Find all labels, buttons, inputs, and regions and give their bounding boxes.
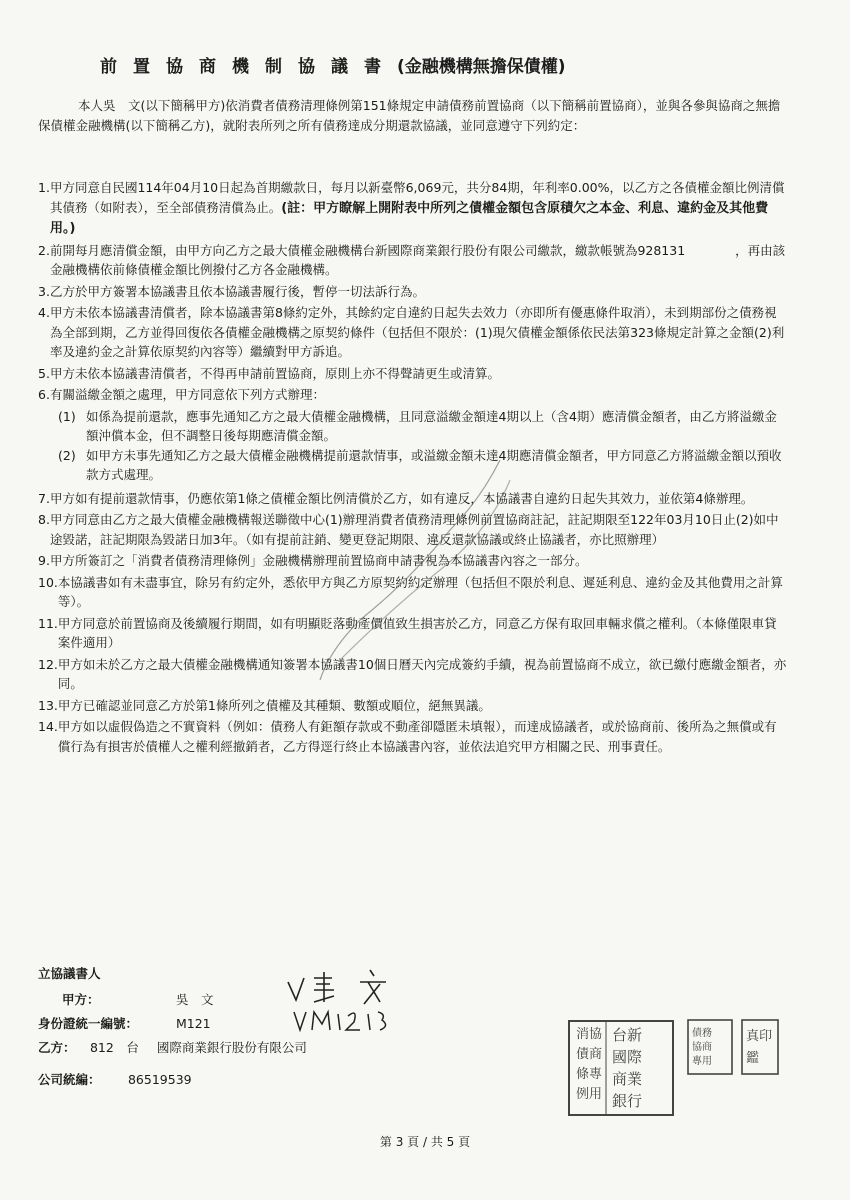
- title-main: 前置協商機制協議書: [100, 57, 397, 77]
- party-b-label: 乙方：: [38, 1040, 76, 1055]
- clause-4: [38, 303, 788, 362]
- clause-text: 前開每月應清償金額，由甲方向乙方之最大債權金融機構台新國際商業銀行股份有限公司繳款，繳款帳號為928131 ，再由該金融機構依前條債權金額比例撥付乙方各金融機構。: [49, 242, 786, 277]
- svg-text:例用: 例用: [576, 1087, 603, 1102]
- svg-text:債商: 債商: [576, 1047, 603, 1062]
- svg-text:鑑: 鑑: [746, 1051, 760, 1066]
- clause-number: 8.: [38, 512, 50, 527]
- bank-seal-stamp: [566, 1018, 676, 1118]
- diagonal-signature-stroke: [300, 440, 530, 690]
- company-id-label: 公司統編：: [38, 1072, 101, 1087]
- id-label: 身份證統一編號：: [38, 1016, 139, 1031]
- document-title: [100, 52, 800, 77]
- clause-text: 甲方如有提前還款情事，仍應依第1條之債權金額比例清償於乙方，如有違反，本協議書自違約日起失其效力，並依第4條辦理。: [49, 490, 754, 506]
- clause-number: 12.: [38, 656, 58, 672]
- svg-text:條專: 條專: [576, 1067, 603, 1082]
- clause-text: 甲方已確認並同意乙方於第1條所列之債權及其種類、數額或順位，絕無異議。: [57, 697, 491, 713]
- clause-text: 甲方如以虛假偽造之不實資料（例如：債務人有鉅額存款或不動產卻隱匿未填報），而達成協議者，或於協商前、後所為之無償或有償行為有損害於債權人之權利經撤銷者，乙方得逕行終止本協議書內容，並依法追究甲方相關之民、刑事責任。: [57, 719, 777, 754]
- clause-text: 甲方同意於前置協商及後續履行期間，如有明顯貶落動產價值致生損害於乙方，同意乙方保有取回車輛求償之權利。（本條僅限車貸案件適用）: [57, 615, 777, 650]
- clause-note: (註：甲方瞭解上開附表中所列之債權金額包含原積欠之本金、利息、違約金及其他費用。): [49, 200, 769, 236]
- svg-text:銀行: 銀行: [612, 1092, 643, 1110]
- signature-heading: 立協議書人: [38, 966, 101, 981]
- company-id-value: 86519539: [127, 1072, 192, 1087]
- clause-5: [38, 364, 788, 384]
- svg-text:債務: 債務: [692, 1028, 712, 1039]
- svg-text:國際: 國際: [612, 1048, 643, 1066]
- clause-number: 11.: [38, 615, 58, 631]
- clause-14: [38, 717, 788, 756]
- intro-paragraph: 本人吳 文(以下簡稱甲方)依消費者債務清理條例第151條規定申請債務前置協商（以下簡稱前置協商），並與各參與協商之無擔保債權金融機構(以下簡稱乙方)，就附表所列之所有債務達成分期還款協議，並同意遵守下列約定：: [38, 98, 781, 133]
- svg-text:專用: 專用: [692, 1056, 712, 1067]
- title-sub: (金融機構無擔保債權): [397, 57, 566, 77]
- clause-number: 10.: [38, 574, 58, 590]
- id-row: [38, 1014, 211, 1032]
- party-b-row: [38, 1038, 307, 1056]
- svg-text:真印: 真印: [746, 1029, 773, 1044]
- clause-13: [38, 696, 788, 716]
- clause-number: 5.: [38, 365, 50, 381]
- clause-1: [38, 178, 788, 239]
- clause-text: 本協議書如有未盡事宜，除另有約定外，悉依甲方與乙方原契約約定辦理（包括但不限於利息、遲延利息、違約金及其他費用之計算等）。: [57, 574, 783, 609]
- clause-number: 9.: [38, 553, 50, 568]
- party-a-row: [62, 990, 214, 1008]
- svg-text:台新: 台新: [612, 1026, 643, 1044]
- sub-clause-text: 如甲方未事先通知乙方之最大債權金融機構提前還款情事，或溢繳金額未達4期應清償金額者，甲方同意乙方將溢繳金額以預收款方式處理。: [86, 447, 782, 482]
- clause-2: [38, 241, 788, 280]
- clause-text: 甲方未依本協議書清償者，不得再申請前置協商，原則上亦不得聲請更生或清算。: [49, 365, 500, 381]
- clause-text: 有關溢繳金額之處理，甲方同意依下列方式辦理：: [49, 387, 325, 402]
- sub-clause-number: (2): [58, 447, 76, 463]
- clause-3: [38, 282, 788, 302]
- sub-clause-number: (1): [58, 408, 76, 424]
- company-id-row: [38, 1070, 192, 1088]
- small-seal-stamp: [686, 1018, 734, 1076]
- clause-number: 13.: [38, 697, 58, 713]
- clause-number: 14.: [38, 719, 58, 734]
- svg-text:商業: 商業: [612, 1070, 643, 1088]
- handwritten-id: [290, 1002, 410, 1038]
- seal-stamp-true-impression: [740, 1018, 780, 1076]
- clause-text: 甲方同意自民國114年04月10日起為首期繳款日，每月以新臺幣6,069元，共分84期，年利率0.00%，以乙方之各債權金額比例清償其債務（如附表），至全部債務清償為止。: [49, 180, 785, 215]
- clause-6: [38, 385, 788, 405]
- clause-text: 甲方所簽訂之「消費者債務清理條例」金融機構辦理前置協商申請書視為本協議書內容之一部分。: [49, 553, 588, 568]
- id-value: M121: [175, 1016, 211, 1031]
- svg-text:協商: 協商: [692, 1042, 712, 1053]
- party-b-prefix: 812 台: [89, 1040, 139, 1055]
- clause-number: 2.: [38, 242, 50, 258]
- clause-text: 乙方於甲方簽署本協議書且依本協議書履行後，暫停一切法訴行為。: [49, 283, 425, 299]
- clause-text: 甲方如未於乙方之最大債權金融機構通知簽署本協議書10個日曆天內完成簽約手續，視為前置協商不成立，欲已繳付應繳金額者，亦同。: [57, 656, 787, 691]
- clause-number: 4.: [38, 305, 50, 320]
- sub-clause-text: 如係為提前還款，應事先通知乙方之最大債權金融機構，且同意溢繳金額達4期以上（含4期）應清償金額者，由乙方將溢繳金額沖償本金，但不調整日後每期應清償金額。: [86, 408, 777, 443]
- clause-number: 7.: [38, 490, 50, 506]
- clause-number: 6.: [38, 387, 50, 402]
- svg-text:消協: 消協: [576, 1027, 603, 1042]
- clause-text: 甲方同意由乙方之最大債權金融機構報送聯徵中心(1)辦理消費者債務清理條例前置協商註記，註記期限至122年03月10日止(2)如中途毀諾，註記期限為毀諾日加3年。（如有提前註銷、變更登記期限、違反還款協議或終止協議者，亦比照辦理）: [49, 512, 779, 547]
- party-a-name: 吳 文: [175, 992, 214, 1007]
- clause-number: 3.: [38, 283, 50, 299]
- party-b-name: 國際商業銀行股份有限公司: [156, 1040, 307, 1055]
- page-number: 第 3 頁 / 共 5 頁: [379, 1135, 471, 1149]
- party-a-label: 甲方：: [62, 992, 100, 1007]
- clause-number: 1.: [38, 180, 50, 195]
- clause-text: 甲方未依本協議書清償者，除本協議書第8條約定外，其餘約定自違約日起失去效力（亦即所有優惠條件取消），未到期部份之債務視為全部到期，乙方並得回復依各債權金融機構之原契約條件（包括但不限於：(1)現欠債權金額係依民法第323條規定計算之金額(2)利率及違約金之計算依原契約內容等）繼續對甲方訴追。: [49, 305, 785, 359]
